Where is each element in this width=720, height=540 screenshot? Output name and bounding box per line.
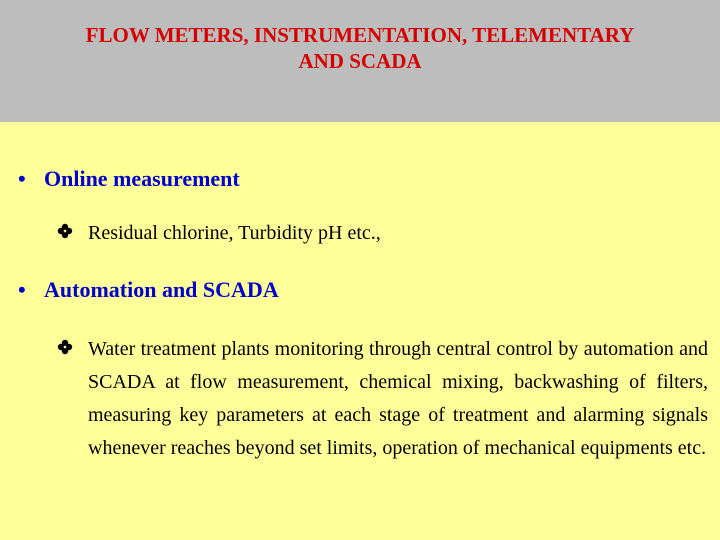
bullet-heading: Online measurement	[44, 166, 240, 191]
sub-bullet-residual-chlorine	[55, 217, 708, 250]
slide-title	[0, 22, 720, 74]
bullet-dot-icon: •	[18, 277, 26, 302]
diamond-clover-icon	[55, 217, 88, 250]
sub-bullet-text: Residual chlorine, Turbidity pH etc.,	[88, 222, 381, 244]
sub-bullet-text: Water treatment plants monitoring through central control by automation and SCADA at flow measurement, chemical mixing, backwashing of filters, measuring key parameters at each stage of treatment and alarming signals whenever reaches beyond set limits, operation of mechanical equipments etc.	[88, 338, 708, 459]
bullet-automation-scada	[18, 277, 279, 303]
diamond-clover-icon	[55, 333, 88, 366]
slide-title-line-1: FLOW METERS, INSTRUMENTATION, TELEMENTARY	[85, 23, 635, 47]
bullet-heading: Automation and SCADA	[44, 277, 279, 302]
title-bar	[0, 0, 720, 122]
slide-title-line-2: AND SCADA	[298, 49, 422, 73]
bullet-online-measurement	[18, 166, 240, 192]
sub-bullet-water-treatment	[55, 333, 708, 465]
bullet-dot-icon: •	[18, 166, 26, 191]
slide-content	[0, 122, 720, 540]
